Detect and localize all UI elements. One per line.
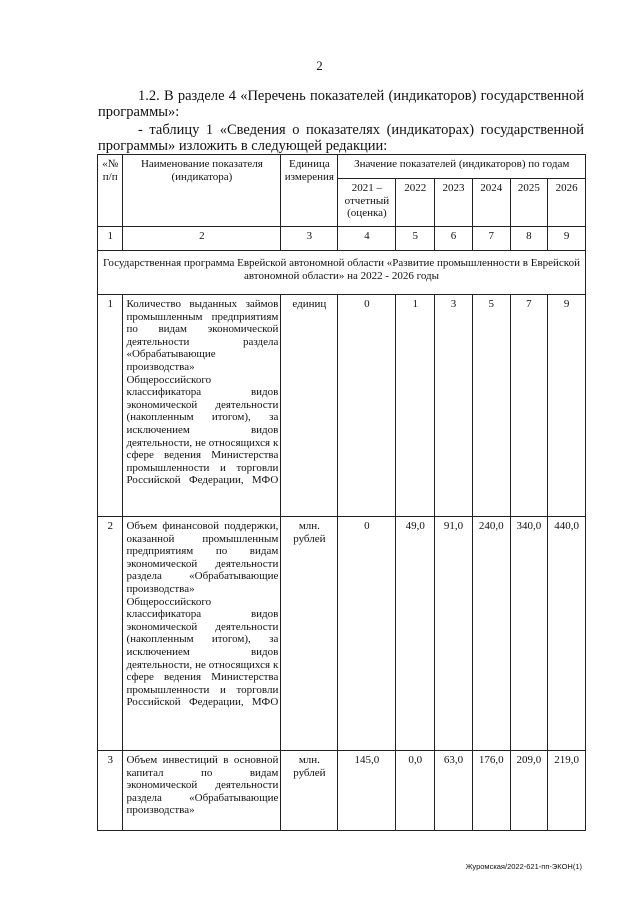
section-title: Государственная программа Еврейской автономной области «Развитие промышленности в Еврейской автономной области» на 2022 - 2026 годы [98,251,586,295]
intro-paragraph-1: 1.2. В разделе 4 «Перечень показателей (индикаторов) государственной программы»: [98,88,584,120]
column-number: 2 [123,227,281,251]
column-number: 3 [281,227,338,251]
column-number: 1 [98,227,123,251]
table-row [98,295,586,517]
row-value: 9 [548,295,586,517]
row-value: 240,0 [472,517,510,751]
header-year: 2026 [548,179,586,227]
header-unit: Единица измерения [281,155,338,227]
row-value: 219,0 [548,751,586,831]
row-value: 0 [338,517,396,751]
column-number: 5 [396,227,435,251]
row-value: 5 [472,295,510,517]
row-num: 1 [98,295,123,517]
header-num: «№ п/п [98,155,123,227]
row-value: 176,0 [472,751,510,831]
row-value: 49,0 [396,517,435,751]
header-year: 2025 [510,179,548,227]
header-year: 2024 [472,179,510,227]
row-value: 7 [510,295,548,517]
row-value: 145,0 [338,751,396,831]
row-value: 91,0 [435,517,473,751]
row-value: 0,0 [396,751,435,831]
row-value: 63,0 [435,751,473,831]
row-indicator-name: Количество выданных займов промышленным предприятиям по видам экономической деятельности раздела «Обрабатывающие производства» Общероссийского классификатора видов экономической деятельности (накопленным итогом), за исключением видов деятельности, не относящихся к сфере ведения Министерства промышленности и торговли Российской Федерации, МФО [123,295,281,517]
header-name: Наименование показателя (индикатора) [123,155,281,227]
column-number-row [98,227,586,251]
header-year: 2022 [396,179,435,227]
row-num: 2 [98,517,123,751]
column-number: 4 [338,227,396,251]
row-value: 3 [435,295,473,517]
row-value: 0 [338,295,396,517]
header-year: 2023 [435,179,473,227]
intro-paragraph-2: - таблицу 1 «Сведения о показателях (индикаторах) государственной программы» изложить в следующей редакции: [98,122,584,154]
row-indicator-name: Объем финансовой поддержки, оказанной промышленным предприятиям по видам экономической деятельности раздела «Обрабатывающие производства» Общероссийского классификатора видов экономической деятельности (накопленным итогом), за исключением видов деятельности, не относящихся к сфере ведения Министерства промышленности и торговли Российской Федерации, МФО [123,517,281,751]
row-value: 1 [396,295,435,517]
row-value: 440,0 [548,517,586,751]
row-num: 3 [98,751,123,831]
document-reference-footer: Журомская/2022-621-пп-ЭКОН(1) [465,862,582,871]
row-unit: млн. рублей [281,517,338,751]
header-year: 2021 – отчетный (оценка) [338,179,396,227]
row-unit: единиц [281,295,338,517]
row-indicator-name: Объем инвестиций в основной капитал по видам экономической деятельности раздела «Обрабатывающие производства» [123,751,281,831]
column-number: 8 [510,227,548,251]
row-value: 340,0 [510,517,548,751]
column-number: 7 [472,227,510,251]
row-unit: млн. рублей [281,751,338,831]
page-number: 2 [316,58,323,73]
table-row [98,517,586,751]
header-values-group: Значение показателей (индикаторов) по годам [338,155,586,179]
table-row [98,751,586,831]
column-number: 6 [435,227,473,251]
indicators-table [97,154,586,831]
row-value: 209,0 [510,751,548,831]
column-number: 9 [548,227,586,251]
